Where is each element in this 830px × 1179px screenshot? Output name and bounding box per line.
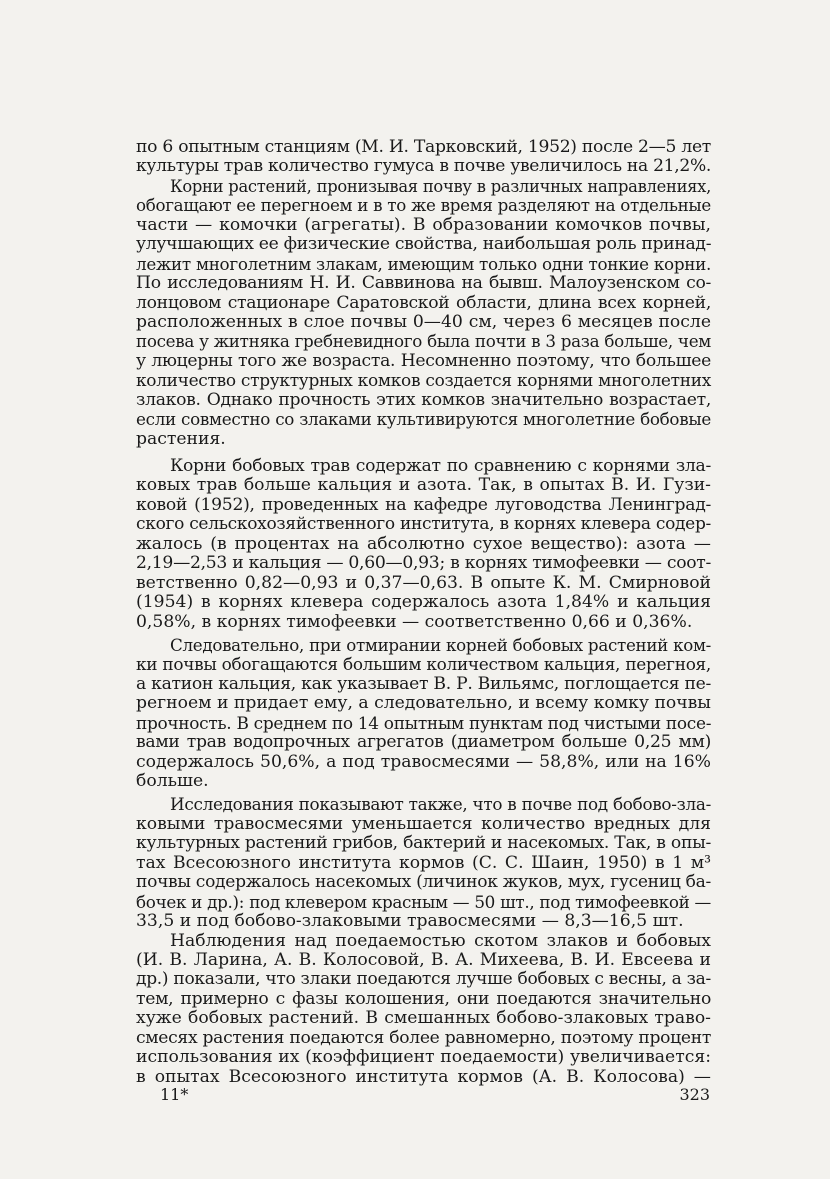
text-line: по 6 опытным станциям (М. И. Тарковский, 1952) после 2—5 лет	[136, 137, 711, 157]
text-line: культуры трав количество гумуса в почве увеличилось на 21,2%.	[136, 156, 712, 177]
text-line: 0,58%, в корнях тимофеевки — соответственно 0,66 и 0,36%.	[136, 611, 693, 632]
text-line: тах Всесоюзного института кормов (С. С. Шаин, 1950) в 1 м³	[136, 852, 711, 873]
page-number: 323	[679, 1085, 710, 1104]
text-line: регноем и придает ему, а следовательно, и всему комку почвы	[136, 693, 711, 714]
text-line: количество структурных комков создается корнями многолетних	[136, 370, 711, 391]
text-line: Корни бобовых трав содержат по сравнению с корнями зла-	[170, 456, 711, 476]
text-line: ковой (1952), проведенных на кафедре луговодства Ленинград-	[136, 494, 711, 515]
text-line: части — комочки (агрегаты). В образовании комочков почвы,	[136, 214, 711, 235]
text-line: а катион кальция, как указывает В. Р. Вильямс, поглощается пе-	[136, 673, 711, 694]
text-line: ветственно 0,82—0,93 и 0,37—0,63. В опыте К. М. Смирновой	[136, 572, 711, 593]
text-line: 33,5 и под бобово-злаковыми травосмесями — 8,3—16,5 шт.	[136, 911, 684, 932]
text-line: Исследования показывают также, что в почве под бобово-зла-	[170, 794, 711, 815]
body-text	[136, 138, 711, 1087]
text-line: лежит многолетним злакам, имеющим только одни тонкие корни.	[136, 253, 711, 274]
text-line: Наблюдения над поедаемостью скотом злаков и бобовых	[170, 930, 711, 951]
text-line: хуже бобовых растений. В смешанных бобово-злаковых траво-	[136, 1008, 711, 1029]
text-line: По исследованиям Н. И. Саввинова на бывш. Малоузенском со-	[136, 273, 711, 294]
text-line: использования их (коэффициент поедаемости) увеличивается:	[136, 1047, 711, 1068]
text-line: почвы содержалось насекомых (личинок жуков, мух, гусениц ба-	[136, 872, 711, 893]
text-line: улучшающих ее физические свойства, наибольшая роль принад-	[136, 234, 712, 255]
text-line: 2,19—2,53 и кальция — 0,60—0,93; в корнях тимофеевки — соот-	[136, 553, 711, 574]
page-footer	[160, 1085, 710, 1105]
text-line: вами трав водопрочных агрегатов (диаметром больше 0,25 мм)	[136, 732, 711, 753]
text-line: смесях растения поедаются более равномерно, поэтому процент	[136, 1027, 711, 1048]
text-line: расположенных в слое почвы 0—40 см, через 6 месяцев после	[136, 311, 711, 332]
text-line: др.) показали, что злаки поедаются лучше бобовых с весны, а за-	[136, 969, 711, 990]
text-line: посева у житняка гребневидного была почти в 3 раза больше, чем	[136, 331, 711, 352]
text-line: обогащают ее перегноем и в то же время разделяют на отдельные	[136, 195, 711, 216]
text-line: содержалось 50,6%, а под травосмесями — 58,8%, или на 16%	[136, 751, 711, 772]
signature-mark: 11*	[160, 1085, 189, 1104]
text-line: (1954) в корнях клевера содержалось азота 1,84% и кальция	[136, 592, 711, 613]
text-line: прочность. В среднем по 14 опытным пунктам под чистыми посе-	[136, 712, 712, 733]
text-line: злаков. Однако прочность этих комков значительно возрастает,	[136, 389, 711, 410]
text-line: бочек и др.): под клевером красным — 50 шт., под тимофеевкой —	[136, 891, 711, 912]
text-line: ского сельскохозяйственного института, в корнях клевера содер-	[136, 514, 711, 535]
text-line: больше.	[136, 771, 209, 791]
text-line: культурных растений грибов, бактерий и насекомых. Так, в опы-	[136, 833, 711, 854]
text-line: у люцерны того же возраста. Несомненно поэтому, что большее	[136, 350, 711, 371]
text-line: если совместно со злаками культивируются многолетние бобовые	[136, 409, 711, 430]
text-line: лонцовом стационаре Саратовской области, длина всех корней,	[136, 292, 711, 313]
text-line: в опытах Всесоюзного института кормов (А. В. Колосова) —	[136, 1066, 711, 1087]
text-line: растения.	[136, 428, 226, 449]
text-line: Корни растений, пронизывая почву в различных направлениях,	[170, 176, 711, 196]
text-line: ки почвы обогащаются большим количеством кальция, перегноя,	[136, 654, 711, 675]
text-line: ковых трав больше кальция и азота. Так, в опытах В. И. Гузи-	[136, 475, 711, 496]
text-line: тем, примерно с фазы колошения, они поедаются значительно	[136, 988, 711, 1009]
text-line: (И. В. Ларина, А. В. Колосовой, В. А. Михеева, В. И. Евсеева и	[136, 949, 711, 970]
text-line: Следовательно, при отмирании корней бобовых растений ком-	[170, 634, 711, 655]
text-line: ковыми травосмесями уменьшается количество вредных для	[136, 813, 711, 834]
text-line: жалось (в процентах на абсолютно сухое вещество): азота —	[136, 533, 711, 554]
